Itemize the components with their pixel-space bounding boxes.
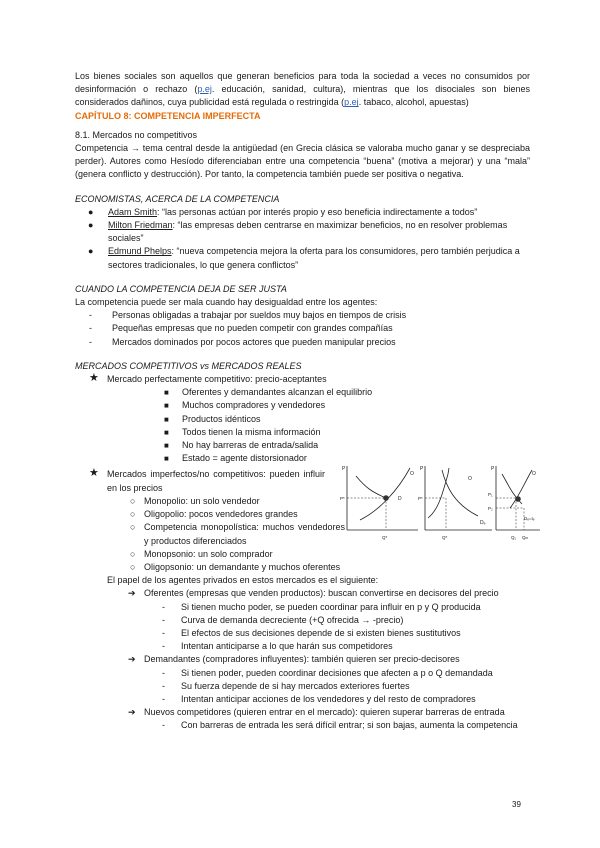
list-item: ○ Oligopsonio: un demandante y muchos oferentes	[75, 561, 345, 574]
agente-demandantes: ➔ Demandantes (compradores influyentes): también quieren ser precio-decisores	[75, 653, 530, 666]
supply-demand-graph-1	[340, 462, 420, 544]
competencia-paragraph: Competencia → tema central desde la antigüedad (en Grecia clásica se valoraba mucho ganar y se despreciaba perder). Autores como Hesíodo diferenciaban entre una competencia “buena” (motiva a mejorar) y una “mala” (genera conflicto y destrucción). Por tanto, la competencia también puede ser positiva o negativa.	[75, 143, 530, 180]
circle-bullet-icon: ○	[130, 548, 136, 559]
bullet-icon: ●	[88, 220, 94, 231]
list-item: ■ Estado = agente distorsionador	[75, 452, 530, 465]
intro-text-3: . tabaco, alcohol, apuestas)	[358, 97, 469, 108]
pej-link-2[interactable]: p.ej	[344, 97, 359, 108]
price-label-2: P₂	[488, 506, 493, 511]
quantity-label-1: Q₁	[511, 535, 517, 540]
agente-nuevos: ➔ Nuevos competidores (quieren entrar en el mercado): quieren superar barreras de entrada	[75, 706, 530, 719]
quantity-label-2: Qₘ	[522, 535, 529, 540]
papel-text: El papel de los agentes privados en estos mercados es el siguiente:	[107, 575, 379, 586]
page-number: 39	[512, 800, 521, 809]
mercados-heading: MERCADOS COMPETITIVOS vs MERCADOS REALES	[75, 360, 302, 371]
y-axis-label: P	[420, 466, 424, 472]
y-axis-label: P	[342, 466, 346, 472]
demand-label: Dₑ	[480, 520, 486, 526]
supply-label: O	[410, 471, 414, 477]
injusta-heading: CUANDO LA COMPETENCIA DEJA DE SER JUSTA	[75, 283, 287, 294]
bullet-icon: ●	[88, 206, 94, 217]
list-item: - Con barreras de entrada les será difícil entrar; si son bajas, aumenta la competencia	[75, 719, 530, 732]
agente-oferentes: ➔ Oferentes (empresas que venden productos): buscan convertirse en decisores del precio	[75, 587, 530, 600]
dash-icon: -	[162, 601, 165, 612]
list-item: - Su fuerza depende de si hay mercados exteriores fuertes	[75, 680, 530, 693]
star-icon: ★	[89, 372, 99, 385]
list-item: ■ Oferentes y demandantes alcanzan el equilibrio	[75, 386, 530, 399]
list-item: - Si tienen mucho poder, se pueden coordinar para influir en p y Q producida	[75, 601, 530, 614]
list-item: - Mercados dominados por pocos actores que pueden manipular precios	[75, 336, 530, 349]
list-item: ○ Monopsonio: un solo comprador	[75, 548, 345, 561]
circle-bullet-icon: ○	[130, 495, 136, 506]
price-label: P*	[340, 496, 345, 501]
oferentes-list	[75, 601, 530, 654]
pej-link-1[interactable]: p.ej	[197, 84, 212, 95]
arrow-right-icon: ➔	[128, 588, 136, 599]
dash-icon: -	[162, 641, 165, 652]
list-item: ○ Competencia monopolística: muchos vendedores y productos diferenciados	[130, 522, 345, 546]
dash-icon: -	[162, 720, 165, 731]
list-item: - Pequeñas empresas que no pueden competir con grandes compañías	[75, 322, 530, 335]
list-item: - Curva de demanda decreciente (+Q ofrecida → -precio)	[75, 614, 530, 627]
imperfecto-list	[75, 495, 345, 574]
arrow-right-icon: ➔	[128, 707, 136, 718]
injusta-list	[75, 309, 530, 349]
square-bullet-icon: ■	[164, 454, 169, 464]
intro-text-1: Los bienes sociales son aquellos que generan beneficios para toda la sociedad a veces no consumidos por desinformación o rechazo (	[75, 71, 530, 95]
list-item: - Intentan anticipar acciones de los vendedores y del resto de compradores	[75, 693, 530, 706]
list-item: ■ Todos tienen la misma información	[75, 426, 530, 439]
equilibrium-point	[383, 495, 389, 501]
list-item: - Intentan anticiparse a lo que harán sus competidores	[75, 640, 530, 653]
list-item: ■ No hay barreras de entrada/salida	[75, 439, 530, 452]
chapter-title: CAPÍTULO 8: COMPETENCIA IMPERFECTA	[75, 110, 261, 121]
dash-icon: -	[89, 323, 92, 334]
square-bullet-icon: ■	[164, 441, 169, 451]
demandantes-list	[75, 667, 530, 707]
injusta-intro: La competencia puede ser mala cuando hay desigualdad entre los agentes:	[75, 297, 378, 308]
square-bullet-icon: ■	[164, 401, 169, 411]
intro-text-2: . educación, sanidad, cultura), mientras que los disociales son bienes considerados dañinos, cuya publicidad está regulada o restringida (	[75, 84, 530, 108]
demand-label: Dₑ=Iₑ	[524, 516, 535, 521]
economista-item: ● Adam Smith: “las personas actúan por interés propio y eso beneficia indirectamente a todos”	[75, 206, 530, 219]
list-item: - El efectos de sus decisiones depende de si existen bienes sustitutivos	[75, 627, 530, 640]
demand-label: D	[398, 496, 402, 502]
economistas-heading: ECONOMISTAS, ACERCA DE LA COMPETENCIA	[75, 193, 280, 204]
perfecto-item: ★ Mercado perfectamente competitivo: precio-aceptantes	[89, 372, 327, 385]
supply-curve	[510, 470, 532, 508]
economista-item: ● Edmund Phelps: “nueva competencia mejora la oferta para los consumidores, pero también perjudica a sectores tradicionales, lo que genera conflictos”	[88, 246, 520, 270]
arrow-right-icon: ➔	[128, 654, 136, 665]
nuevos-list	[75, 719, 530, 732]
equilibrium-point	[515, 496, 521, 502]
list-item: ■ Productos idénticos	[75, 413, 530, 426]
square-bullet-icon: ■	[164, 427, 169, 437]
price-label-1: P₁	[488, 492, 493, 497]
list-item: ○ Oligopolio: pocos vendedores grandes	[75, 508, 345, 521]
imperfecto-item: ★ Mercados imperfectos/no competitivos: pueden influir en los precios	[89, 467, 325, 493]
quantity-label: Q*	[382, 535, 388, 540]
supply-label: O	[532, 471, 536, 477]
circle-bullet-icon: ○	[130, 522, 136, 533]
intro-paragraph	[75, 70, 530, 110]
list-item: - Personas obligadas a trabajar por sueldos muy bajos en tiempos de crisis	[75, 309, 530, 322]
dash-icon: -	[162, 680, 165, 691]
circle-bullet-icon: ○	[130, 509, 136, 520]
economista-item: ● Milton Friedman: “las empresas deben centrarse en maximizar beneficios, no en resolver problemas sociales”	[88, 220, 508, 244]
dash-icon: -	[162, 614, 165, 625]
demand-curve	[356, 476, 386, 498]
bullet-icon: ●	[88, 246, 94, 257]
dash-icon: -	[162, 667, 165, 678]
quantity-label: Q*	[442, 535, 448, 540]
list-item: ○ Monopolio: un solo vendedor	[75, 495, 345, 508]
dash-icon: -	[89, 336, 92, 347]
economistas-list	[75, 206, 530, 272]
supply-demand-graph-3	[488, 462, 542, 544]
list-item: - Si tienen poder, pueden coordinar decisiones que afecten a p o Q demandada	[75, 667, 530, 680]
perfecto-list	[75, 386, 530, 465]
list-item: ■ Muchos compradores y vendedores	[75, 399, 530, 412]
dash-icon: -	[162, 693, 165, 704]
square-bullet-icon: ■	[164, 414, 169, 424]
section-title: 8.1. Mercados no competitivos	[75, 129, 198, 140]
star-icon: ★	[89, 467, 99, 480]
supply-label: O	[468, 476, 472, 482]
dash-icon: -	[162, 627, 165, 638]
y-axis-label: P	[491, 466, 495, 472]
supply-curve	[360, 468, 410, 520]
page-body	[75, 70, 530, 733]
dash-icon: -	[89, 310, 92, 321]
price-label: P*	[418, 496, 423, 501]
supply-demand-graph-2	[418, 462, 494, 544]
square-bullet-icon: ■	[164, 388, 169, 398]
circle-bullet-icon: ○	[130, 561, 136, 572]
